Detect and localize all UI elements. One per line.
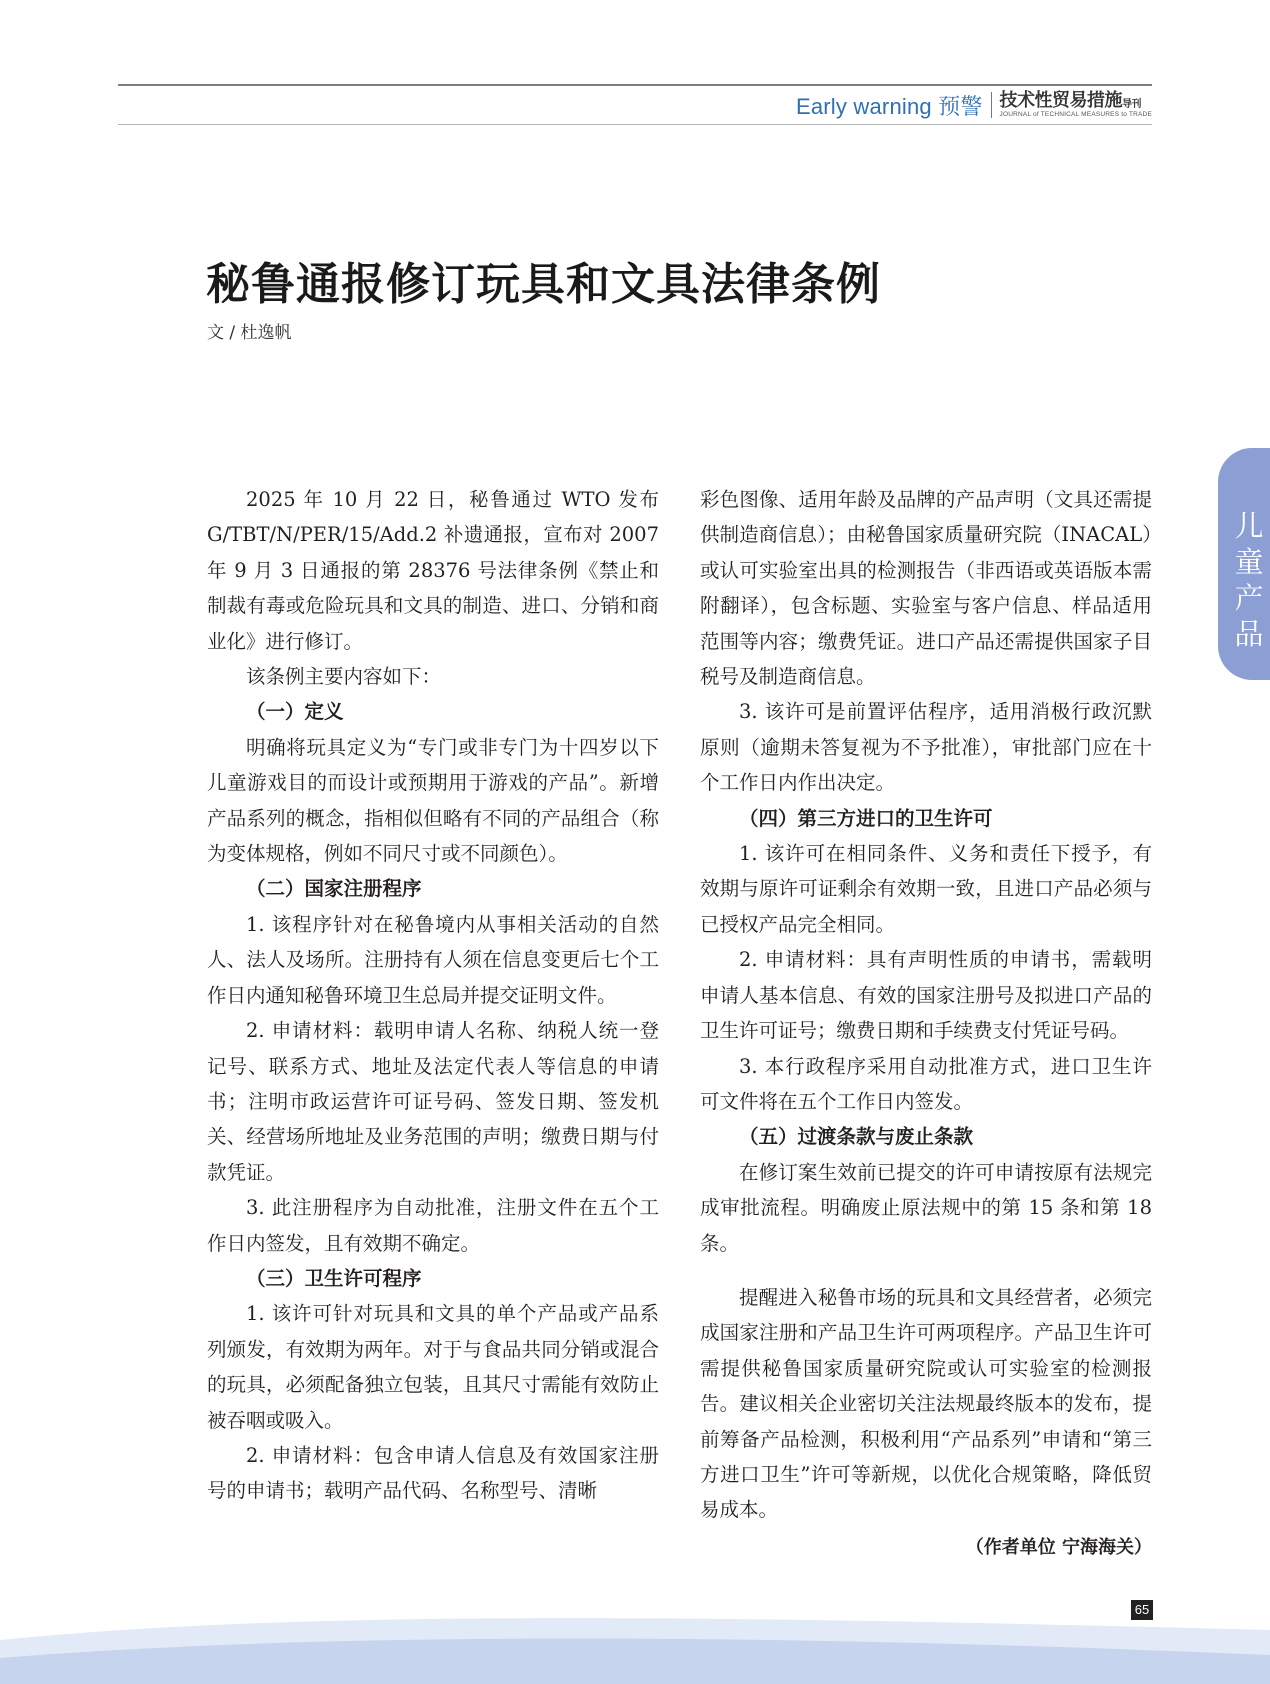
author-affiliation: （作者单位 宁海海关）	[965, 1536, 1152, 1558]
section-heading: （一）定义	[246, 700, 344, 724]
paragraph: 在修订案生效前已提交的许可申请按原有法规完成审批流程。明确废止原法规中的第 15 条和第 18 条。	[700, 1160, 1152, 1255]
paragraph: 1. 该程序针对在秘鲁境内从事相关活动的自然人、法人及场所。注册持有人须在信息变更后七个工作日内通知秘鲁环境卫生总局并提交证明文件。	[207, 912, 659, 1007]
paragraph: 2. 申请材料：具有声明性质的申请书，需载明申请人基本信息、有效的国家注册号及拟进口产品的卫生许可证号；缴费日期和手续费支付凭证号码。	[700, 948, 1152, 1043]
section-heading: （五）过渡条款与废止条款	[739, 1125, 974, 1149]
paragraph: 2. 申请材料：载明申请人名称、纳税人统一登记号、联系方式、地址及法定代表人等信息的申请书；注明市政运营许可证号码、签发日期、签发机关、经营场所地址及业务范围的声明；缴费日期与付款凭证。	[207, 1019, 659, 1184]
paragraph: 1. 该许可针对玩具和文具的单个产品或产品系列颁发，有效期为两年。对于与食品共同分销或混合的玩具，必须配备独立包装，且其尺寸需能有效防止被吞咽或吸入。	[207, 1302, 659, 1432]
journal-name-en: JOURNAL of TECHNICAL MEASURES to TRADE	[999, 110, 1152, 118]
section-heading: （三）卫生许可程序	[246, 1266, 422, 1290]
paragraph: 2025 年 10 月 22 日，秘鲁通过 WTO 发布 G/TBT/N/PER/15/Add.2 补遗通报，宣布对 2007 年 9 月 3 日通报的第 28376 号法律条例《禁止和制裁有毒或危险玩具和文具的制造、进口、分销和商业化》进行修订。	[207, 488, 659, 653]
footer-wave-decoration	[0, 1610, 1270, 1684]
running-header	[118, 87, 1152, 123]
section-heading: （二）国家注册程序	[246, 877, 422, 901]
paragraph: 3. 该许可是前置评估程序，适用消极行政沉默原则（逾期未答复视为不予批准），审批部门应在十个工作日内作出决定。	[700, 700, 1152, 795]
article-column-left	[207, 482, 659, 1509]
paragraph-gap	[700, 1261, 1152, 1280]
paragraph: 3. 本行政程序采用自动批准方式，进口卫生许可文件将在五个工作日内签发。	[700, 1054, 1152, 1113]
header-bottom-rule	[118, 124, 1152, 125]
header-separator	[991, 92, 992, 118]
section-heading: （四）第三方进口的卫生许可	[739, 806, 993, 830]
header-top-rule	[118, 84, 1152, 86]
paragraph: 明确将玩具定义为“专门或非专门为十四岁以下儿童游戏目的而设计或预期用于游戏的产品”。新增产品系列的概念，指相似但略有不同的产品组合（称为变体规格，例如不同尺寸或不同颜色）。	[207, 735, 659, 866]
page-number: 65	[1131, 1600, 1153, 1620]
paragraph: 彩色图像、适用年龄及品牌的产品声明（文具还需提供制造商信息）；由秘鲁国家质量研究院（INACAL）或认可实验室出具的检测报告（非西语或英语版本需附翻译），包含标题、实验室与客户信息、样品适用范围等内容；缴费凭证。进口产品还需提供国家子目税号及制造商信息。	[700, 488, 1152, 689]
header-right-group	[796, 87, 1152, 123]
paragraph: 2. 申请材料：包含申请人信息及有效国家注册号的申请书；载明产品代码、名称型号、清晰	[207, 1443, 659, 1503]
journal-name-cn: 技术性贸易措施导刊	[999, 89, 1142, 111]
article-title: 秘鲁通报修订玩具和文具法律条例	[206, 259, 881, 310]
paragraph: 3. 此注册程序为自动批准，注册文件在五个工作日内签发，且有效期不确定。	[207, 1196, 659, 1255]
journal-logo	[999, 89, 1152, 119]
paragraph: 该条例主要内容如下：	[246, 665, 442, 689]
article-column-right	[700, 482, 1152, 1565]
article-author: 文 / 杜逸帆	[207, 323, 292, 343]
early-warning-label: Early warning 预警	[795, 93, 983, 119]
paragraph: 1. 该许可在相同条件、义务和责任下授予，有效期与原许可证剩余有效期一致，且进口产品必须与已授权产品完全相同。	[700, 842, 1152, 936]
paragraph: 提醒进入秘鲁市场的玩具和文具经营者，必须完成国家注册和产品卫生许可两项程序。产品卫生许可需提供秘鲁国家质量研究院或认可实验室的检测报告。建议相关企业密切关注法规最终版本的发布，提前筹备产品检测，积极利用“产品系列”申请和“第三方进口卫生”许可等新规，以优化合规策略，降低贸易成本。	[700, 1285, 1152, 1522]
section-tab-label: 儿童产品	[1234, 509, 1264, 651]
